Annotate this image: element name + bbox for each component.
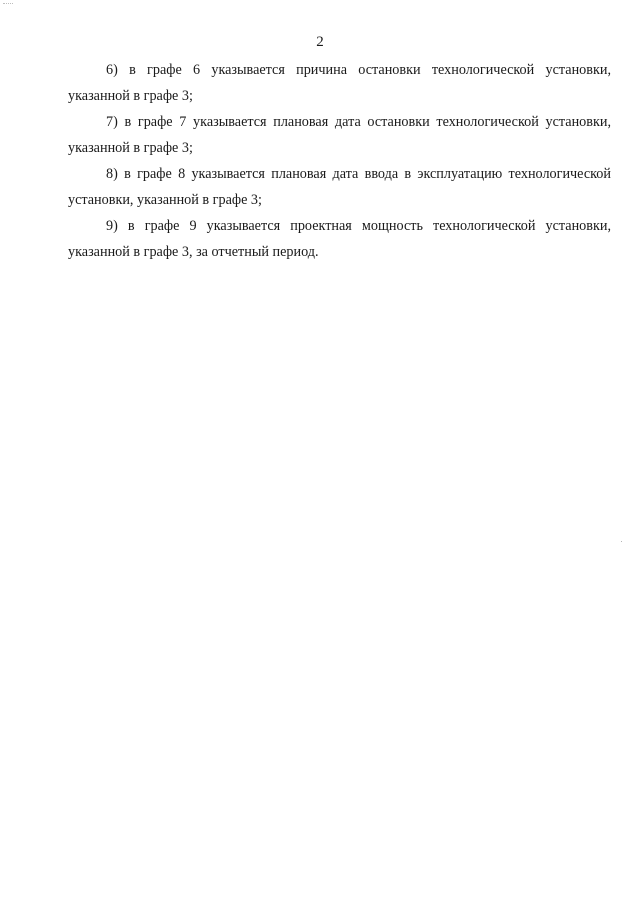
- scan-corner-mark: [3, 3, 13, 5]
- scan-speck: [621, 541, 622, 542]
- paragraph-item-8: 8) в графе 8 указывается плановая дата ввода в эксплуатацию технологической установки, указанной в графе 3;: [68, 166, 611, 208]
- page-number: 2: [316, 34, 324, 50]
- document-body: [68, 57, 611, 265]
- paragraph-item-7: 7) в графе 7 указывается плановая дата остановки технологической установки, указанной в графе 3;: [68, 114, 611, 156]
- paragraph-item-9: 9) в графе 9 указывается проектная мощность технологической установки, указанной в графе 3, за отчетный период.: [68, 218, 611, 260]
- paragraph-item-6: 6) в графе 6 указывается причина остановки технологической установки, указанной в графе 3;: [68, 62, 611, 104]
